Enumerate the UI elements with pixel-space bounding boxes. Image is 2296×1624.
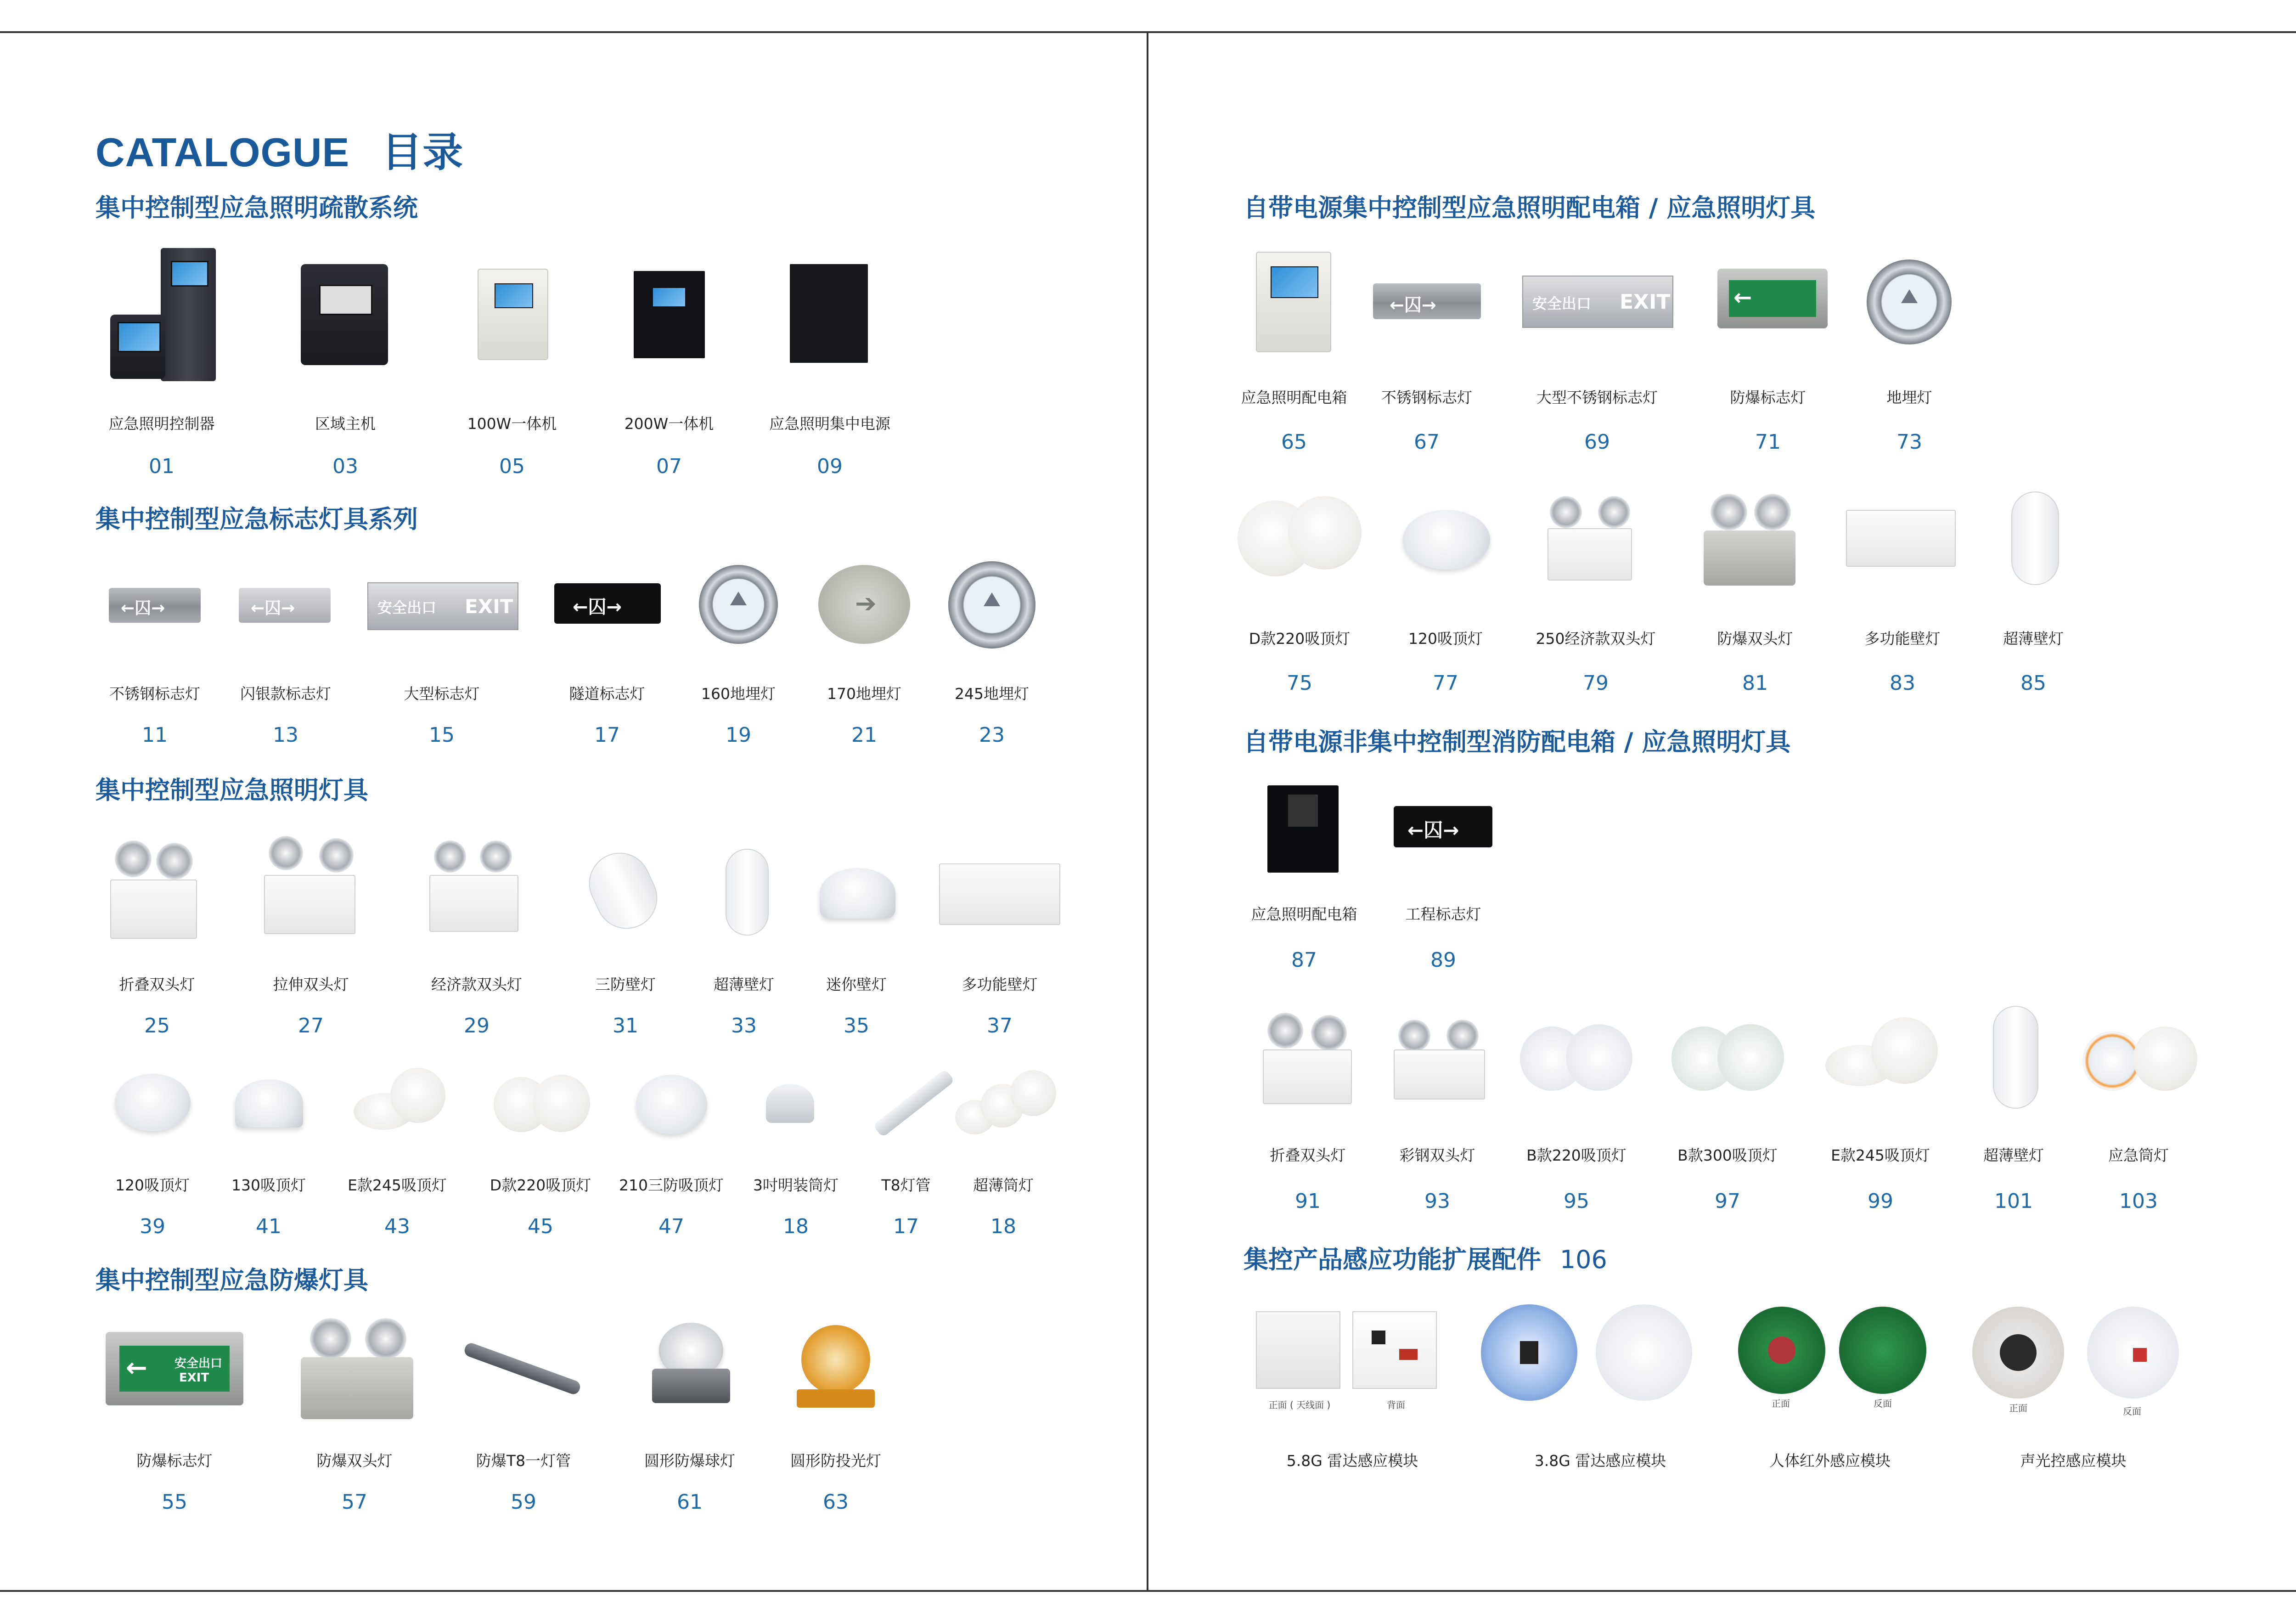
label-100w-unit: 100W一体机 (467, 415, 557, 433)
page-number: 07 (656, 455, 682, 478)
product-b220-ceiling[interactable] (1520, 1024, 1632, 1093)
page-number: 75 (1287, 671, 1312, 695)
page-number: 43 (384, 1215, 410, 1238)
page-number: 57 (342, 1490, 367, 1514)
section-title-explosion-proof: 集中控制型应急防爆灯具 (96, 1266, 368, 1295)
label-250-economy-twin-head: 250经济款双头灯 (1536, 630, 1656, 648)
product-210-tri-proof-ceiling[interactable] (636, 1075, 707, 1134)
product-distribution-box[interactable] (1256, 252, 1331, 352)
product-ultra-thin-wall-r[interactable] (2011, 491, 2059, 585)
label-e245-ceiling-r: E款245吸顶灯 (1831, 1146, 1930, 1164)
label-ultra-thin-wall-light: 超薄壁灯 (714, 976, 774, 993)
label-3-8g-radar: 3.8G 雷达感应模块 (1534, 1452, 1666, 1470)
product-inground-light-r[interactable] (1867, 259, 1952, 344)
product-170-inground-light[interactable] (818, 565, 910, 644)
sign-exit-glyph: EXIT (465, 595, 513, 618)
sensor-section-title-text: 集控产品感应功能扩展配件 (1244, 1245, 1541, 1274)
product-5-8g-radar-module[interactable] (1256, 1309, 1440, 1396)
catalogue-title (96, 120, 463, 178)
product-ultra-thin-wall-light[interactable] (726, 849, 769, 936)
product-stainless-sign-r[interactable] (1373, 283, 1481, 319)
label-round-floodlight: 圆形防投光灯 (790, 1452, 881, 1470)
label-ultra-thin-downlight: 超薄筒灯 (973, 1176, 1034, 1194)
page-number: 15 (429, 723, 455, 747)
sign-arrow-glyph: ←囚→ (1407, 819, 1459, 841)
product-160-inground-light[interactable] (699, 565, 778, 644)
page-number: 41 (256, 1215, 281, 1238)
label-emergency-downlight: 应急筒灯 (2108, 1146, 2169, 1164)
sign-arrow-glyph: ←囚→ (121, 599, 165, 618)
page-number: 97 (1715, 1190, 1740, 1213)
product-central-power-supply[interactable] (790, 264, 868, 363)
page-number: 83 (1890, 671, 1915, 695)
product-e245-ceiling-r[interactable] (1825, 1017, 1940, 1091)
label-explosion-proof-t8: 防爆T8一灯管 (476, 1452, 571, 1470)
label-folding-twin-head-r: 折叠双头灯 (1270, 1146, 1346, 1164)
product-d220-ceiling-r[interactable] (1238, 496, 1362, 581)
product-pir-sensor-module[interactable] (1738, 1307, 1926, 1394)
page-number: 93 (1424, 1190, 1450, 1213)
product-engineering-sign[interactable] (1394, 806, 1492, 847)
label-b300-ceiling: B款300吸顶灯 (1677, 1146, 1778, 1164)
label-245-inground: 245地埋灯 (955, 685, 1029, 703)
center-fold-line (1147, 31, 1148, 1592)
label-emergency-controller: 应急照明控制器 (108, 415, 215, 433)
label-explosion-proof-sign-r: 防爆标志灯 (1730, 389, 1806, 406)
page-number: 67 (1414, 430, 1440, 454)
sign-arrow-glyph: ←囚→ (251, 599, 295, 618)
label-170-inground: 170地埋灯 (827, 685, 901, 703)
label-stainless-sign: 不锈钢标志灯 (109, 685, 200, 703)
label-large-sign: 大型标志灯 (404, 685, 480, 703)
label-5-8g-radar: 5.8G 雷达感应模块 (1286, 1452, 1418, 1470)
product-120-ceiling-r[interactable] (1403, 510, 1490, 570)
product-explosion-proof-sign-r[interactable] (1717, 269, 1828, 328)
page-number: 77 (1433, 671, 1458, 695)
page-number: 87 (1291, 948, 1317, 972)
product-round-explosion-proof-bulb[interactable] (638, 1323, 744, 1408)
product-3in-surface-downlight[interactable] (766, 1084, 814, 1123)
label-multifunction-wall-r: 多功能壁灯 (1864, 630, 1941, 648)
label-130-ceiling: 130吸顶灯 (231, 1176, 306, 1194)
product-d220-ceiling-light[interactable] (494, 1075, 590, 1137)
product-e245-ceiling-light[interactable] (354, 1068, 448, 1137)
page-number: 17 (594, 723, 620, 747)
label-e245-ceiling: E款245吸顶灯 (348, 1176, 447, 1194)
sign-exit-glyph: EXIT (1620, 290, 1671, 314)
section-title-self-powered-noncentral: 自带电源非集中控制型消防配电箱 / 应急照明灯具 (1244, 727, 1791, 756)
page-number: 17 (893, 1215, 919, 1238)
product-round-floodlight[interactable] (792, 1325, 879, 1412)
product-t8-tube[interactable] (873, 1069, 955, 1138)
label-engineering-sign: 工程标志灯 (1405, 905, 1481, 923)
label-color-steel-twin-head: 彩钢双头灯 (1399, 1146, 1475, 1164)
sign-exit-glyph: EXIT (179, 1371, 209, 1385)
page-number: 23 (979, 723, 1005, 747)
label-silver-sign: 闪银款标志灯 (240, 685, 331, 703)
section-title-self-powered-central: 自带电源集中控制型应急照明配电箱 / 应急照明灯具 (1244, 193, 1816, 222)
sign-arrow-glyph: ←囚→ (573, 597, 622, 618)
page-number: 69 (1584, 430, 1610, 454)
page-number: 18 (990, 1215, 1016, 1238)
label-mini-wall-light: 迷你壁灯 (826, 976, 887, 993)
product-mini-wall-light[interactable] (820, 868, 895, 919)
page-number: 85 (2020, 671, 2046, 695)
label-distribution-box-noncentral: 应急照明配电箱 (1251, 905, 1357, 923)
product-tunnel-sign[interactable] (554, 583, 661, 624)
page-number: 79 (1583, 671, 1609, 695)
product-area-host[interactable] (301, 264, 388, 365)
product-large-sign[interactable] (367, 582, 518, 630)
catalogue-title-en: CATALOGUE (96, 130, 350, 175)
product-ultra-thin-wall-r2[interactable] (1993, 1006, 2038, 1109)
label-explosion-proof-sign: 防爆标志灯 (136, 1452, 213, 1470)
label-large-stainless-sign: 大型不锈钢标志灯 (1536, 389, 1658, 406)
sensor-section-page: 106 (1559, 1245, 1607, 1274)
caption-front: 正面 (2009, 1403, 2027, 1414)
caption-back: 反面 (1874, 1398, 1892, 1409)
product-silver-sign[interactable] (239, 588, 331, 623)
page-number: 95 (1564, 1190, 1589, 1213)
label-telescopic-twin-head: 拉伸双头灯 (273, 976, 349, 993)
label-central-power-supply: 应急照明集中电源 (769, 415, 890, 433)
product-200w-unit[interactable] (634, 271, 705, 358)
page-number: 45 (528, 1215, 553, 1238)
label-t8-tube: T8灯管 (881, 1176, 931, 1194)
product-ultra-thin-downlight[interactable] (955, 1070, 1056, 1139)
product-sound-light-sensor-module[interactable] (1972, 1307, 2183, 1398)
label-ultra-thin-wall-r: 超薄壁灯 (2003, 630, 2064, 648)
label-120-ceiling: 120吸顶灯 (115, 1176, 190, 1194)
product-120-ceiling-light[interactable] (115, 1074, 191, 1131)
product-explosion-proof-twin-head-r[interactable] (1704, 494, 1795, 586)
page-number: 05 (499, 455, 525, 478)
page-number: 47 (658, 1215, 684, 1238)
product-explosion-proof-sign[interactable] (106, 1332, 243, 1405)
label-d220-ceiling-r: D款220吸顶灯 (1249, 630, 1351, 648)
caption-back: 背面 (1387, 1399, 1405, 1410)
page-number: 89 (1430, 948, 1456, 972)
product-folding-twin-head[interactable] (106, 840, 197, 939)
product-3-8g-radar-module[interactable] (1481, 1304, 1697, 1401)
page-number: 35 (844, 1014, 869, 1038)
product-color-steel-twin-head[interactable] (1394, 1020, 1486, 1098)
page-number: 61 (677, 1490, 703, 1514)
product-economy-twin-head[interactable] (429, 840, 519, 932)
page-number: 103 (2119, 1190, 2158, 1213)
page-number: 99 (1868, 1190, 1893, 1213)
caption-front-antenna: 正面 ( 天线面 ) (1268, 1399, 1331, 1410)
label-explosion-proof-twin-head-r: 防爆双头灯 (1717, 630, 1793, 648)
caption-back: 反面 (2123, 1406, 2141, 1417)
sign-safe-exit-glyph: 安全出口 (174, 1357, 223, 1370)
product-explosion-proof-t8[interactable] (463, 1342, 582, 1396)
page-number: 03 (332, 455, 358, 478)
label-160-inground: 160地埋灯 (701, 685, 776, 703)
product-emergency-controller[interactable] (106, 248, 216, 381)
product-emergency-downlight[interactable] (2082, 1024, 2200, 1093)
label-stainless-sign-r: 不锈钢标志灯 (1381, 389, 1472, 406)
section-title-sensor-accessories (1244, 1240, 1607, 1275)
arrow-left-icon: ← (1733, 285, 1752, 310)
page-number: 81 (1742, 671, 1768, 695)
page-number: 63 (823, 1490, 849, 1514)
label-distribution-box: 应急照明配电箱 (1241, 389, 1347, 406)
label-b220-ceiling: B款220吸顶灯 (1526, 1146, 1626, 1164)
label-120-ceiling-r: 120吸顶灯 (1408, 630, 1483, 648)
label-tunnel-sign: 隧道标志灯 (569, 685, 645, 703)
section-title-central-evacuation: 集中控制型应急照明疏散系统 (96, 193, 418, 222)
page-number: 73 (1896, 430, 1922, 454)
page-number: 91 (1295, 1190, 1321, 1213)
product-explosion-proof-twin-head[interactable] (301, 1318, 413, 1419)
page-number: 25 (144, 1014, 170, 1038)
page-number: 37 (987, 1014, 1013, 1038)
sign-arrow-glyph: ←囚→ (1390, 295, 1436, 315)
section-title-central-lighting: 集中控制型应急照明灯具 (96, 776, 368, 805)
page-number: 09 (817, 455, 843, 478)
product-250-economy-twin-head[interactable] (1548, 496, 1632, 579)
product-100w-unit[interactable] (478, 269, 548, 360)
page-number: 31 (613, 1014, 638, 1038)
label-3in-downlight: 3吋明装筒灯 (753, 1176, 838, 1194)
label-inground-light-r: 地埋灯 (1886, 389, 1932, 406)
product-b300-ceiling[interactable] (1671, 1024, 1784, 1093)
arrow-left-icon: ← (126, 1353, 147, 1383)
page-number: 29 (464, 1014, 490, 1038)
page-number: 65 (1281, 430, 1307, 454)
label-round-explosion-proof-bulb: 圆形防爆球灯 (644, 1452, 735, 1470)
page-number: 21 (851, 723, 877, 747)
page-number: 11 (142, 723, 168, 747)
label-folding-twin-head: 折叠双头灯 (119, 976, 195, 993)
page-number: 01 (149, 455, 174, 478)
product-folding-twin-head-r[interactable] (1261, 1013, 1352, 1105)
page-number: 39 (140, 1215, 165, 1238)
controller-cabinet-image (161, 248, 216, 381)
label-multifunction-wall-light: 多功能壁灯 (962, 976, 1038, 993)
product-245-inground-light[interactable] (948, 561, 1035, 648)
product-tri-proof-wall-light[interactable] (579, 843, 668, 939)
label-d220-ceiling: D款220吸顶灯 (490, 1176, 591, 1194)
page-number: 101 (1994, 1190, 2033, 1213)
product-stainless-sign[interactable] (109, 588, 201, 623)
page-number: 27 (298, 1014, 324, 1038)
label-pir-sensor: 人体红外感应模块 (1769, 1452, 1891, 1470)
page-number: 13 (273, 723, 298, 747)
controller-desk-image (110, 315, 165, 379)
page-number: 18 (783, 1215, 809, 1238)
product-130-ceiling-light[interactable] (235, 1079, 303, 1128)
product-telescopic-twin-head[interactable] (259, 836, 356, 939)
catalogue-title-cn: 目录 (382, 130, 464, 175)
label-economy-twin-head: 经济款双头灯 (431, 976, 522, 993)
page-number: 71 (1755, 430, 1781, 454)
product-multifunction-wall-r[interactable] (1846, 510, 1956, 567)
label-ultra-thin-wall-r2: 超薄壁灯 (1983, 1146, 2044, 1164)
page-number: 33 (731, 1014, 757, 1038)
label-area-host: 区域主机 (315, 415, 376, 433)
label-210-tri-proof: 210三防吸顶灯 (619, 1176, 724, 1194)
sign-safe-exit-glyph: 安全出口 (1532, 295, 1592, 312)
page-number: 19 (726, 723, 751, 747)
label-explosion-proof-twin-head: 防爆双头灯 (316, 1452, 393, 1470)
page-number: 55 (162, 1490, 187, 1514)
caption-front: 正面 (1772, 1398, 1790, 1409)
label-200w-unit: 200W一体机 (624, 415, 714, 433)
sign-safe-exit-glyph: 安全出口 (377, 599, 437, 616)
label-sound-light-sensor: 声光控感应模块 (2020, 1452, 2127, 1470)
product-distribution-box-noncentral[interactable] (1267, 785, 1339, 873)
product-multifunction-wall-light[interactable] (939, 863, 1060, 925)
product-large-stainless-sign[interactable] (1522, 276, 1673, 328)
arrow-right-icon: ➔ (855, 589, 877, 619)
page-number: 59 (511, 1490, 536, 1514)
label-tri-proof-wall-light: 三防壁灯 (595, 976, 656, 993)
section-title-central-sign-lights: 集中控制型应急标志灯具系列 (96, 505, 418, 534)
